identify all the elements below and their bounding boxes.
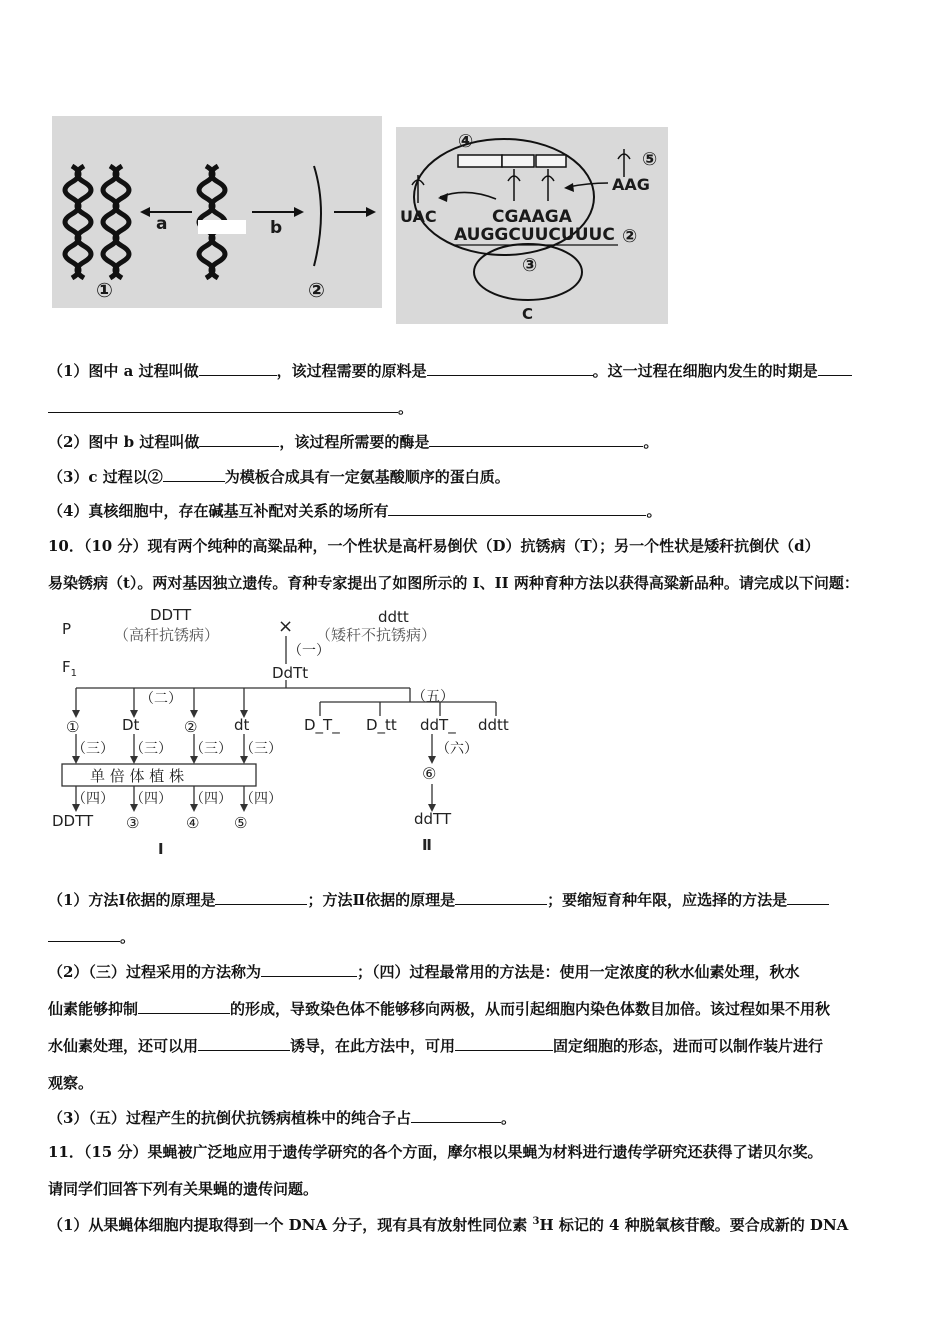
gamete-1: ① <box>66 718 80 736</box>
answer-blank[interactable] <box>198 1036 290 1051</box>
answer-blank[interactable] <box>261 962 357 977</box>
answer-blank[interactable] <box>48 927 120 942</box>
label-num-1: ① <box>96 278 113 302</box>
q10-part3: （3）（五）过程产生的抗倒伏抗锈病植株中的纯合子占 。 <box>48 1109 516 1127</box>
label-P: P <box>62 620 72 638</box>
f2-D_tt: D_tt <box>366 716 397 734</box>
label-num-6: ⑥ <box>422 764 437 783</box>
q11-part1: （1）从果蝇体细胞内提取得到一个 DNA 分子，现有具有放射性同位素 $^3$H 标记的 4 种脱氧核苷酸。要合成新的 DNA <box>48 1216 849 1234</box>
step-4: （四） <box>190 791 232 807</box>
q10-intro-line1: 10．（10 分）现有两个纯种的高粱品种，一个性状是高杆易倒伏（D）抗锈病（T）；另一个性状是矮秆抗倒伏（d） <box>48 537 820 555</box>
step-4: （四） <box>130 791 172 807</box>
figure-right-panel <box>396 127 668 324</box>
figure-left-panel <box>52 116 382 308</box>
q9-part1-cont: 。 <box>48 398 413 418</box>
final-ddTT: ddTT <box>414 810 452 828</box>
answer-blank[interactable] <box>429 432 643 447</box>
step-1: （一） <box>288 643 330 659</box>
method-I-label: I <box>158 840 164 858</box>
haploid-plants-box: 单 倍 体 植 株 <box>90 767 185 785</box>
step-3: （三） <box>240 741 282 757</box>
answer-blank[interactable] <box>48 398 398 413</box>
answer-blank[interactable] <box>787 890 829 905</box>
f2-ddT_: ddT_ <box>420 716 456 734</box>
q10-part1-cont: 。 <box>48 927 135 947</box>
panel-c-label: C <box>522 305 534 323</box>
step-4: （四） <box>240 791 282 807</box>
q10-part2-line4: 观察。 <box>48 1074 94 1092</box>
step-6: （六） <box>436 741 478 757</box>
parent1-desc: （高秆抗锈病） <box>114 626 220 644</box>
breeding-diagram <box>50 606 520 862</box>
q9-part4: （4）真核细胞中，存在碱基互补配对关系的场所有 。 <box>48 502 662 520</box>
parent2-genotype: ddtt <box>378 608 409 626</box>
result-5: ⑤ <box>234 814 248 832</box>
q10-part2-line1: （2）（三）过程采用的方法称为 ；（四）过程最常用的方法是：使用一定浓度的秋水仙素处理，秋水 <box>48 963 800 981</box>
label-num-5: ⑤ <box>642 149 658 170</box>
answer-blank[interactable] <box>455 1036 553 1051</box>
q10-part2-line2: 仙素能够抑制 的形成，导致染色体不能够移向两极，从而引起细胞内染色体数目加倍。该过程如果不用秋 <box>48 1000 831 1018</box>
answer-blank[interactable] <box>455 890 547 905</box>
result-3: ③ <box>126 814 140 832</box>
gamete-2: ② <box>184 718 198 736</box>
q10-part2-line3: 水仙素处理，还可以用 诱导，在此方法中，可用 固定细胞的形态，进而可以制作装片进行 <box>48 1037 824 1055</box>
mrna-sequence: AUGGCUUCUUUC <box>454 225 615 245</box>
q11-intro-line2: 请同学们回答下列有关果蝇的遗传问题。 <box>48 1180 319 1198</box>
cross-symbol: × <box>278 616 294 637</box>
answer-blank[interactable] <box>427 361 593 376</box>
step-4: （四） <box>72 791 114 807</box>
trna-sequence: CGAAGA <box>492 207 572 227</box>
gamete-Dt: Dt <box>122 716 140 734</box>
label-num-3: ③ <box>522 255 538 276</box>
step-5: （五） <box>412 689 454 705</box>
answer-blank[interactable] <box>138 999 230 1014</box>
q10-intro-line2: 易染锈病（t）。两对基因独立遗传。育种专家提出了如图所示的 I、II 两种育种方法以获得高粱新品种。请完成以下问题： <box>48 574 859 592</box>
q9-part2: （2）图中 b 过程叫做 ，该过程所需要的酶是 。 <box>48 433 659 451</box>
label-a: a <box>156 214 168 234</box>
gamete-dt: dt <box>234 716 250 734</box>
q11-intro-line1: 11．（15 分）果蝇被广泛地应用于遗传学研究的各个方面，摩尔根以果蝇为材料进行遗传学研究还获得了诺贝尔奖。 <box>48 1143 823 1161</box>
step-3: （三） <box>72 741 114 757</box>
label-F1: $F_1$ <box>62 658 78 679</box>
f2-D_T_: D_T_ <box>304 716 340 734</box>
step-3: （三） <box>130 741 172 757</box>
parent1-genotype: DDTT <box>150 606 192 624</box>
f2-ddtt: ddtt <box>478 716 509 734</box>
parent2-desc: （矮秆不抗锈病） <box>316 626 437 644</box>
answer-blank[interactable] <box>411 1108 501 1123</box>
label-num-2-mrna: ② <box>622 226 638 247</box>
answer-blank[interactable] <box>199 361 277 376</box>
label-num-4: ④ <box>458 131 474 152</box>
answer-blank[interactable] <box>215 890 307 905</box>
answer-blank[interactable] <box>199 432 279 447</box>
q9-part3: （3）c 过程以② 为模板合成具有一定氨基酸顺序的蛋白质。 <box>48 468 510 486</box>
label-num-2: ② <box>308 278 325 302</box>
step-2: （二） <box>140 691 182 707</box>
anticodon-right: AAG <box>612 175 650 194</box>
label-b: b <box>270 218 283 238</box>
f1-genotype: DdTt <box>272 664 309 682</box>
method-II-label: Ⅱ <box>422 836 432 854</box>
result-DDTT: DDTT <box>52 812 94 830</box>
result-4: ④ <box>186 814 200 832</box>
q10-part1: （1）方法Ⅰ依据的原理是 ；方法Ⅱ依据的原理是 ；要缩短育种年限，应选择的方法是 <box>48 890 829 910</box>
anticodon-left: UAC <box>400 207 437 226</box>
answer-blank[interactable] <box>818 361 852 376</box>
step-3: （三） <box>190 741 232 757</box>
answer-blank[interactable] <box>388 501 646 516</box>
q9-part1: （1）图中 a 过程叫做 ，该过程需要的原料是 。这一过程在细胞内发生的时期是 <box>48 361 852 381</box>
answer-blank[interactable] <box>163 467 225 482</box>
